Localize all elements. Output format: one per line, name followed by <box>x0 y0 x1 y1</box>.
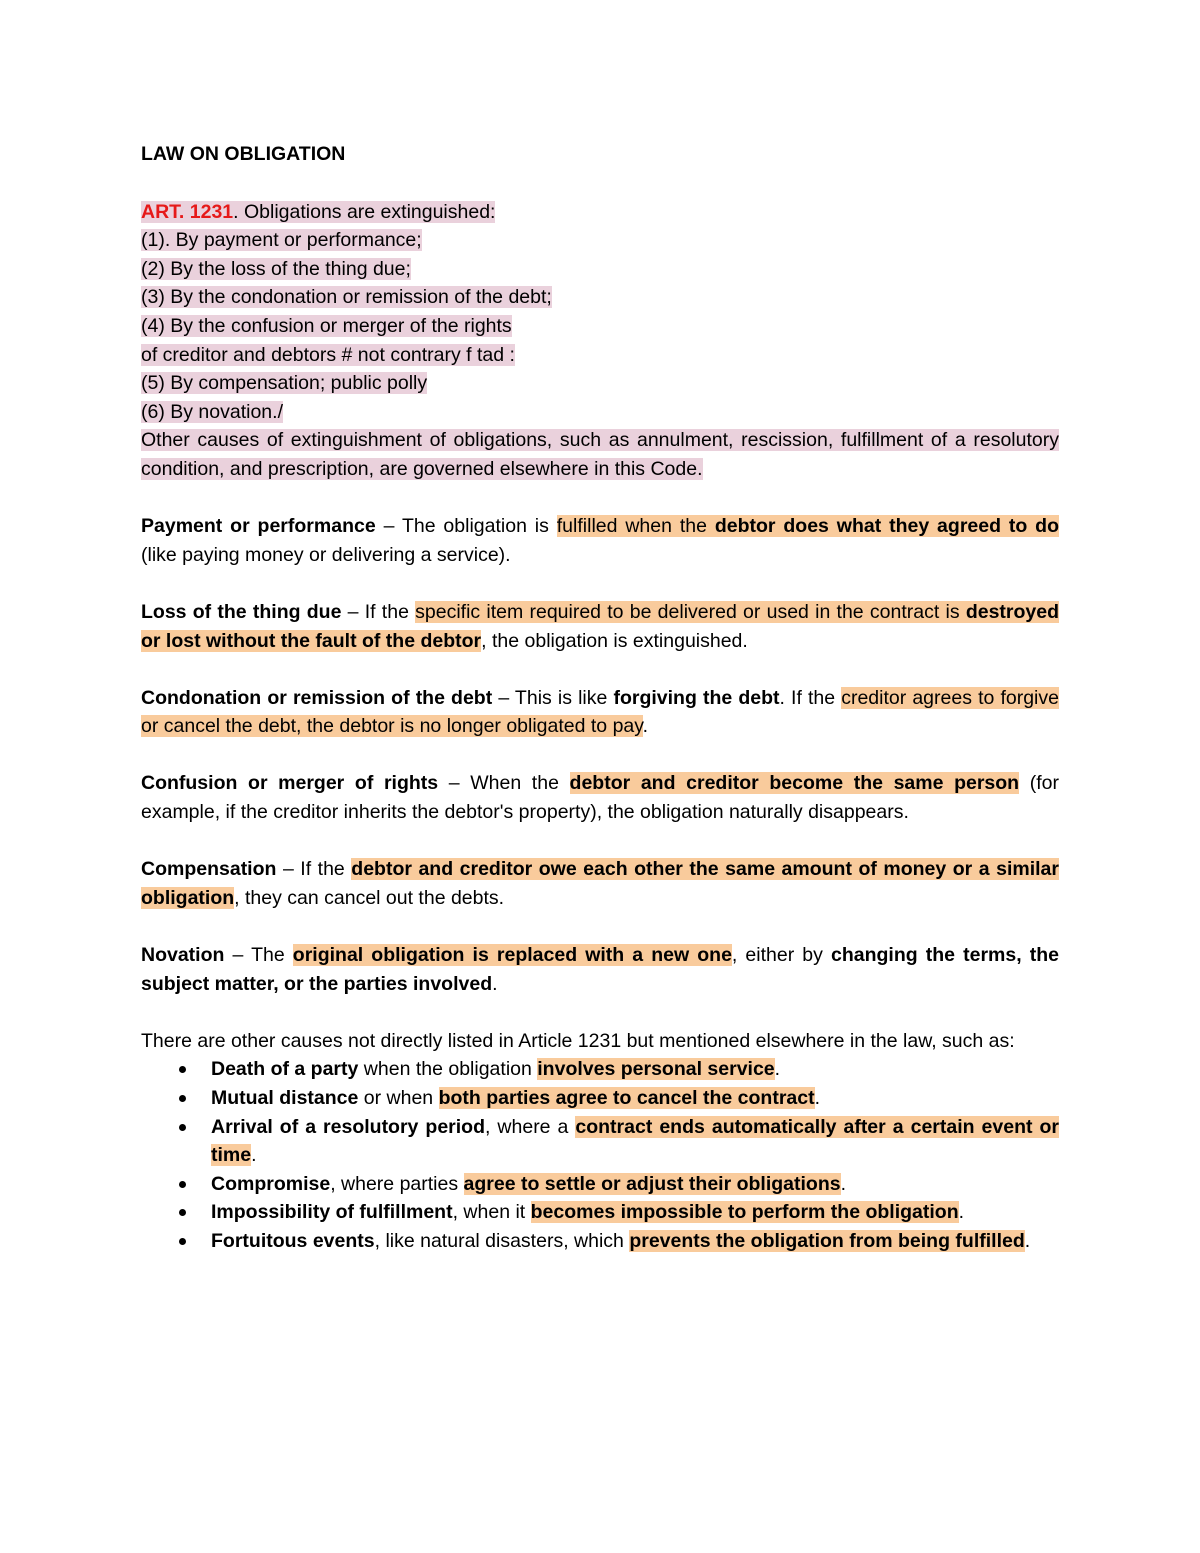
list-item: Compromise, where parties agree to settle or adjust their obligations. <box>141 1170 1059 1199</box>
article-block <box>141 198 1059 484</box>
article-item: (6) By novation./ <box>141 400 283 423</box>
list-item: Arrival of a resolutory period, where a contract ends automatically after a certain event or time. <box>141 1113 1059 1170</box>
paragraph-condonation: Condonation or remission of the debt – This is like forgiving the debt. If the creditor agrees to forgive or cancel the debt, the debtor is no longer obligated to pay. <box>141 686 1059 738</box>
term-loss: Loss of the thing due <box>141 600 342 623</box>
article-item: (3) By the condonation or remission of the debt; <box>141 286 552 309</box>
article-item: (2) By the loss of the thing due; <box>141 257 411 280</box>
paragraph-novation: Novation – The original obligation is replaced with a new one, either by changing the terms, the subject matter, or the parties involved. <box>141 944 1059 995</box>
article-item: (4) By the confusion or merger of the rights <box>141 314 512 337</box>
document-title: LAW ON OBLIGATION <box>141 143 346 165</box>
term-compensation: Compensation <box>141 858 277 881</box>
term-condonation: Condonation or remission of the debt <box>141 686 493 709</box>
list-item: Impossibility of fulfillment, when it becomes impossible to perform the obligation. <box>141 1198 1059 1227</box>
article-label: ART. 1231 <box>141 200 234 223</box>
list-item: Mutual distance or when both parties agree to cancel the contract. <box>141 1084 1059 1113</box>
article-item: (1). By payment or performance; <box>141 229 422 252</box>
article-item: of creditor and debtors # not contrary f tad : <box>141 343 515 366</box>
paragraph-loss: Loss of the thing due – If the specific item required to be delivered or used in the contract is destroyed or lost without the fault of the debtor, the obligation is extinguished. <box>141 600 1060 652</box>
document-body <box>141 140 1059 1256</box>
term-payment: Payment or performance <box>141 515 376 538</box>
paragraph-payment: Payment or performance – The obligation is fulfilled when the debtor does what they agreed to do (like paying money or delivering a service). <box>141 515 1059 566</box>
bullet-icon <box>179 1181 186 1188</box>
other-causes-list <box>141 1055 1059 1255</box>
paragraph-confusion: Confusion or merger of rights – When the debtor and creditor become the same person (for example, if the creditor inherits the debtor's property), the obligation naturally disappears. <box>141 772 1059 824</box>
term-novation: Novation <box>141 944 225 967</box>
bullet-icon <box>179 1209 186 1216</box>
list-item: Death of a party when the obligation involves personal service. <box>141 1055 1059 1084</box>
article-intro: . Obligations are extinguished: <box>233 200 496 223</box>
bullet-icon <box>179 1095 186 1102</box>
bullet-icon <box>179 1124 186 1131</box>
article-heading <box>141 198 1059 227</box>
bullet-icon <box>179 1238 186 1245</box>
other-causes-intro: There are other causes not directly listed in Article 1231 but mentioned elsewhere in the law, such as: <box>141 1029 1015 1052</box>
article-closing: Other causes of extinguishment of obligations, such as annulment, rescission, fulfillment of a resolutory condition, and prescription, are governed elsewhere in this Code. <box>141 429 1059 480</box>
bullet-icon <box>179 1066 186 1073</box>
term-confusion: Confusion or merger of rights <box>141 772 439 795</box>
list-item: Fortuitous events, like natural disasters, which prevents the obligation from being fulfilled. <box>141 1227 1059 1256</box>
paragraph-compensation: Compensation – If the debtor and creditor owe each other the same amount of money or a similar obligation, they can cancel out the debts. <box>141 858 1059 909</box>
article-item: (5) By compensation; public polly <box>141 372 428 395</box>
